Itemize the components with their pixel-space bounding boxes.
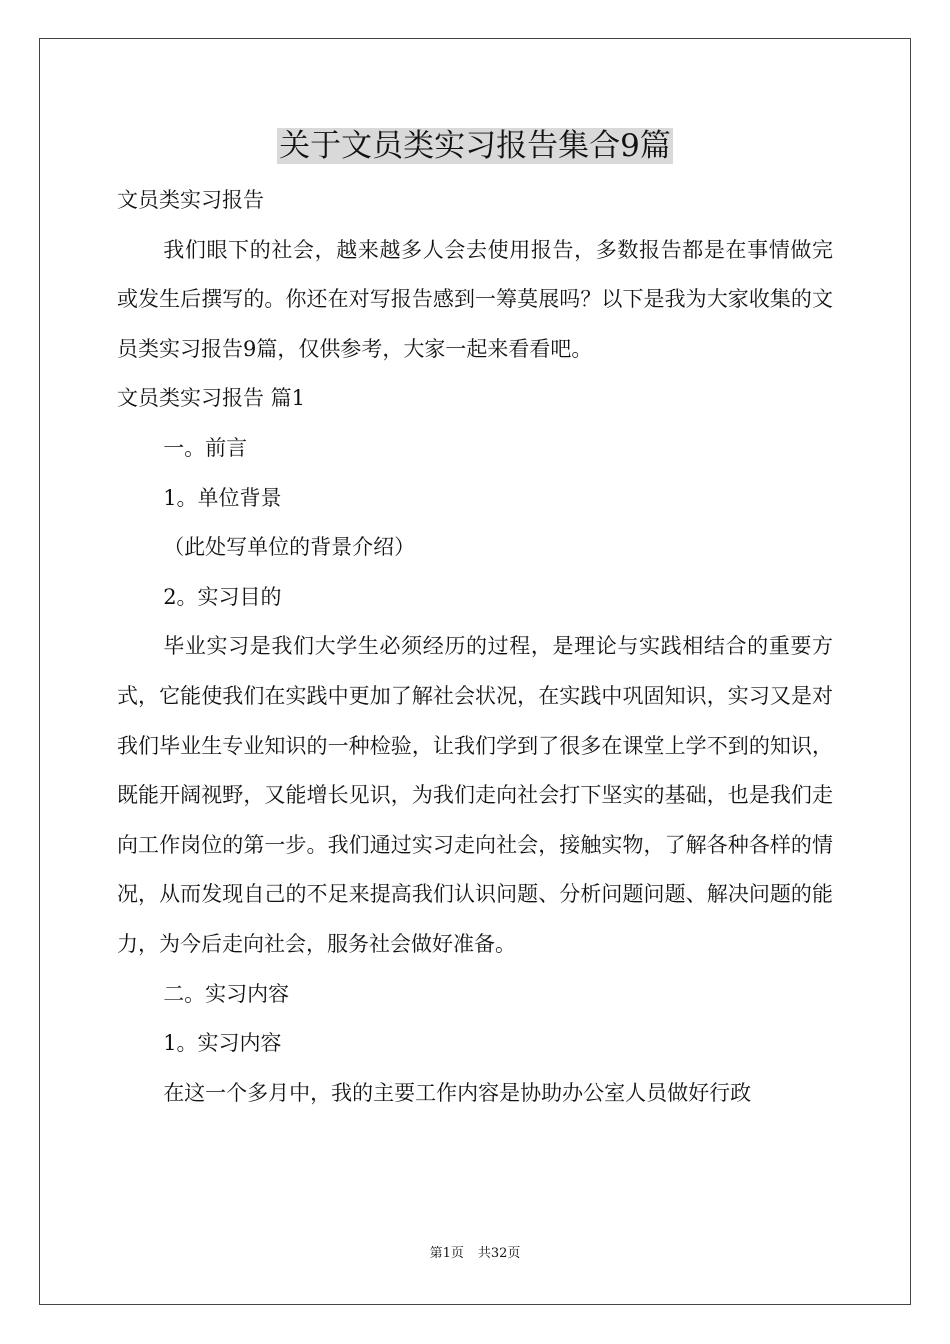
document-title-text: 关于文员类实习报告集合9篇 xyxy=(279,128,671,164)
subsection-heading: 二。实习内容 xyxy=(163,981,290,1006)
subsection-heading: 1。单位背景 xyxy=(163,485,282,510)
subsection-heading: 1。实习内容 xyxy=(163,1031,282,1056)
section-heading: 文员类实习报告 篇1 xyxy=(117,386,306,411)
page-footer xyxy=(0,1245,950,1263)
page-number: 第1页 xyxy=(429,1246,464,1261)
document-body xyxy=(117,176,833,1118)
intro-paragraph: 我们眼下的社会，越来越多人会去使用报告，多数报告都是在事情做完或发生后撰写的。你还在对写报告感到一筹莫展吗？以下是我为大家收集的文员类实习报告9篇，仅供参考，大家一起来看看吧。 xyxy=(117,237,833,361)
subsection-heading: 2。实习目的 xyxy=(163,584,282,609)
document-title xyxy=(0,124,950,168)
subsection-heading: 一。前言 xyxy=(163,435,248,460)
body-paragraph: 在这一个多月中，我的主要工作内容是协助办公室人员做好行政 xyxy=(163,1080,752,1105)
page-total: 共32页 xyxy=(477,1246,521,1261)
section-heading: 文员类实习报告 xyxy=(117,188,264,212)
body-paragraph: 毕业实习是我们大学生必须经历的过程，是理论与实践相结合的重要方式，它能使我们在实践中更加了解社会状况，在实践中巩固知识，实习又是对我们毕业生专业知识的一种检验，让我们学到了很多在课堂上学不到的知识，既能开阔视野，又能增长见识，为我们走向社会打下坚实的基础，也是我们走向工作岗位的第一步。我们通过实习走向社会，接触实物，了解各种各样的情况，从而发现自己的不足来提高我们认识问题、分析问题问题、解决问题的能力，为今后走向社会，服务社会做好准备。 xyxy=(117,634,833,956)
body-paragraph: （此处写单位的背景介绍） xyxy=(163,535,416,560)
